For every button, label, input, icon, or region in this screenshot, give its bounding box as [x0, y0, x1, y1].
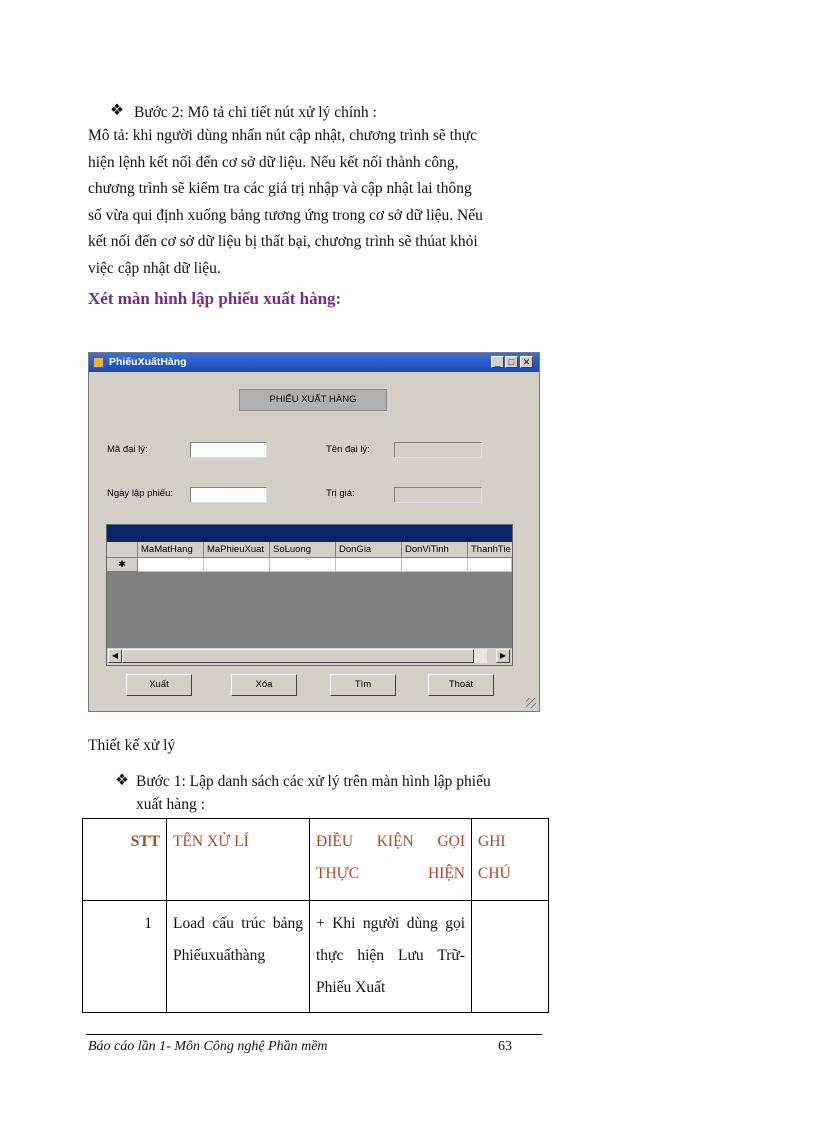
maximize-button[interactable]: □ — [505, 356, 518, 368]
scroll-track[interactable] — [122, 649, 487, 663]
column-header[interactable]: MaPhieuXuat — [204, 542, 270, 558]
description-line: kết nối đến cơ sở dữ liệu bị thất bại, chương trình sẽ thúat khỏi — [88, 233, 478, 250]
bullet-icon: ❖ — [110, 102, 124, 119]
description-line: Mô tả: khi người dùng nhấn nút cập nhật, chương trình sẽ thực — [88, 127, 477, 144]
ma-dai-ly-label: Mã đại lý: — [107, 444, 148, 455]
footer-text: Báo cáo lần 1- Môn Công nghệ Phần mềm — [88, 1039, 328, 1054]
header-dieu-kien: ĐIỀU KIỆN GỌI THỰC HIỆN — [310, 819, 472, 901]
grid-cell[interactable] — [468, 558, 512, 572]
scroll-left-icon[interactable]: ◀ — [108, 649, 122, 663]
tri-gia-field — [394, 487, 482, 503]
column-header[interactable]: MaMatHang — [138, 542, 204, 558]
row-header-cell — [107, 542, 138, 558]
bullet-icon: ❖ — [115, 772, 129, 789]
app-icon — [93, 357, 104, 368]
grid-cell[interactable] — [204, 558, 270, 572]
column-header[interactable]: DonGia — [336, 542, 402, 558]
cell-dieu-kien: + Khi người dùng gọi thực hiện Lưu Trữ- Phiếu Xuất — [310, 901, 472, 1013]
table-row — [83, 901, 549, 1013]
grid-cell[interactable] — [336, 558, 402, 572]
cell-stt: 1 — [83, 901, 167, 1013]
xuat-button[interactable]: Xuất — [126, 674, 192, 696]
section-heading: Xét màn hình lập phiếu xuất hàng: — [88, 289, 342, 308]
step1-line2: xuất hàng : — [136, 796, 205, 813]
close-button[interactable]: ✕ — [520, 356, 533, 368]
step1-line1: Bước 1: Lập danh sách các xử lý trên màn hình lập phiếu — [136, 773, 491, 790]
description-line: số vừa qui định xuống bảng tương ứng trong cơ sở dữ liệu. Nếu — [88, 206, 483, 224]
step2-title: Bước 2: Mô tả chi tiết nút xử lý chính : — [134, 104, 377, 121]
header-ghi-chu: GHI CHÚ — [472, 819, 549, 901]
table-header-row — [83, 819, 549, 901]
column-header[interactable]: ThanhTie — [468, 542, 512, 558]
ngay-lap-label: Ngày lập phiếu: — [107, 488, 174, 499]
grid-caption — [107, 525, 512, 542]
grid-cell[interactable] — [138, 558, 204, 572]
horizontal-scrollbar[interactable] — [107, 648, 512, 665]
resize-grip-icon[interactable] — [526, 698, 536, 708]
page-number: 63 — [498, 1039, 512, 1054]
grid-new-row[interactable] — [107, 558, 512, 572]
minimize-button[interactable]: _ — [491, 356, 504, 368]
window-titlebar — [89, 353, 539, 372]
cell-ten-xu-li: Load cấu trúc bảng Phiếuxuấthàng — [167, 901, 310, 1013]
grid-cell[interactable] — [270, 558, 336, 572]
xoa-button[interactable]: Xóa — [231, 674, 297, 696]
scroll-thumb[interactable] — [122, 649, 474, 663]
form-screenshot — [88, 352, 540, 712]
header-ten-xu-li: TÊN XỬ LÍ — [167, 819, 310, 901]
tim-button[interactable]: Tìm — [330, 674, 396, 696]
ma-dai-ly-input[interactable] — [190, 442, 267, 458]
thoat-button[interactable]: Thoát — [428, 674, 494, 696]
grid-header — [107, 542, 512, 558]
new-row-marker: ✱ — [107, 558, 138, 572]
description-line: việc cập nhật dữ liệu. — [88, 259, 221, 277]
scroll-right-icon[interactable]: ▶ — [496, 649, 510, 663]
ngay-lap-input[interactable] — [190, 487, 267, 503]
form-banner: PHIẾU XUẤT HÀNG — [239, 389, 387, 411]
ten-dai-ly-label: Tên đại lý: — [326, 444, 370, 455]
window-title: PhiếuXuấtHàng — [109, 356, 187, 368]
description-line: hiện lệnh kết nối đến cơ sở dữ liệu. Nếu kết nối thành công, — [88, 153, 459, 171]
description-line: chương trình sẽ kiểm tra các giá trị nhập và cập nhật lai thông — [88, 180, 472, 197]
header-stt: STT — [83, 819, 167, 901]
tri-gia-label: Trị giá: — [326, 488, 355, 499]
column-header[interactable]: DonViTinh — [402, 542, 468, 558]
column-header[interactable]: SoLuong — [270, 542, 336, 558]
design-label: Thiết kế xử lý — [88, 737, 176, 754]
grid-cell[interactable] — [402, 558, 468, 572]
items-grid[interactable] — [106, 524, 513, 666]
cell-ghi-chu — [472, 901, 549, 1013]
footer-divider — [86, 1034, 542, 1035]
step2-description — [88, 123, 483, 282]
process-table — [82, 818, 549, 1013]
ten-dai-ly-field — [394, 442, 482, 458]
